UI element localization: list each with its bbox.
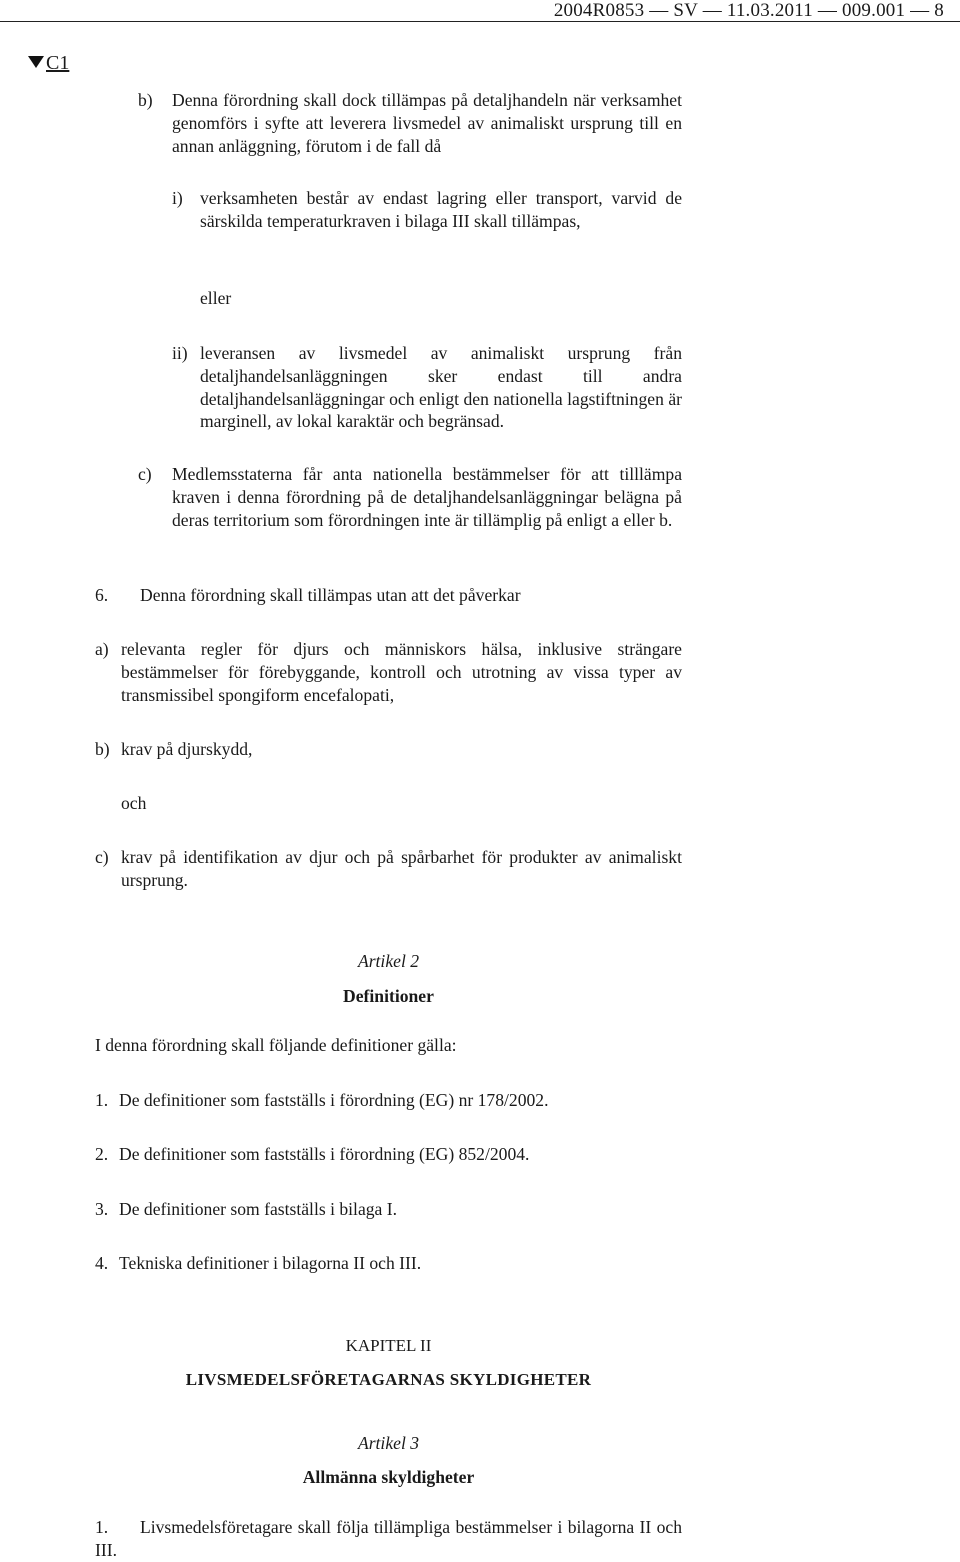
paragraph-6-b-text: krav på djurskydd, — [121, 739, 253, 759]
article-2-heading: Artikel 2 — [357, 951, 420, 971]
point-b-ii-text: leveransen av livsmedel av animaliskt ursprung från detaljhandelsanläggningen sker endast till andra detaljhandelsanläggningar och enligt den nationella lagstiftningen är marginell, av lokal karaktär och begränsad. — [200, 343, 682, 432]
article-3-paragraph-1-text: Livsmedelsföretagare skall följa tillämpliga bestämmelser i bilagorna II och III. — [95, 1517, 682, 1560]
paragraph-6-a — [95, 638, 682, 706]
paragraph-6-a-text: relevanta regler för djurs och människors hälsa, inklusive strängare bestämmelser för förebyggande, kontroll och utrotning av vissa typer av transmissibel spongiform encefalopati, — [121, 639, 682, 705]
paragraph-6-c-text: krav på identifikation av djur och på spårbarhet för produkter av animaliskt ursprung. — [121, 847, 682, 890]
header-rule — [0, 21, 960, 22]
connector-och: och — [121, 793, 147, 813]
definition-item-text: De definitioner som fastställs i förordning (EG) 852/2004. — [119, 1144, 530, 1164]
article-3-title: Allmänna skyldigheter — [302, 1467, 475, 1487]
paragraph-6-b — [95, 738, 682, 761]
point-b-i-label: i) — [172, 188, 183, 208]
point-b — [138, 89, 682, 157]
paragraph-6-a-label: a) — [95, 639, 109, 659]
article-2-title: Definitioner — [343, 986, 434, 1006]
definition-item-label: 4. — [95, 1253, 109, 1273]
point-b-label: b) — [138, 90, 153, 110]
point-b-i — [172, 187, 682, 233]
chapter-title: LIVSMEDELSFÖRETAGARNAS SKYLDIGHETER — [185, 1370, 592, 1389]
article-3-paragraph-1 — [95, 1516, 682, 1562]
point-c-label: c) — [138, 464, 152, 484]
point-b-ii-label: ii) — [172, 343, 188, 363]
article-2-intro: I denna förordning skall följande definitioner gälla: — [95, 1035, 457, 1055]
amendment-marker — [28, 50, 69, 76]
article-3-paragraph-1-label: 1. — [95, 1517, 109, 1537]
definition-item — [95, 1143, 685, 1166]
definition-item — [95, 1198, 685, 1221]
paragraph-6-label: 6. — [95, 585, 109, 605]
definition-item-text: Tekniska definitioner i bilagorna II och III. — [119, 1253, 422, 1273]
definition-item — [95, 1252, 685, 1275]
definition-item-text: De definitioner som fastställs i förordning (EG) nr 178/2002. — [119, 1090, 549, 1110]
definition-item — [95, 1089, 685, 1112]
document-reference-header: 2004R0853 — SV — 11.03.2011 — 009.001 — 8 — [553, 0, 944, 21]
paragraph-6 — [95, 584, 685, 607]
amendment-marker-label: C1 — [46, 52, 70, 74]
point-c — [138, 463, 682, 531]
connector-eller: eller — [200, 288, 232, 308]
point-c-text: Medlemsstaterna får anta nationella bestämmelser för att tilllämpa kraven i denna förordning på de detaljhandelsanläggningar belägna på deras territorium som förordningen inte är tillämplig på enligt a eller b. — [172, 464, 682, 530]
definition-item-text: De definitioner som fastställs i bilaga I. — [119, 1199, 398, 1219]
definition-item-label: 3. — [95, 1199, 109, 1219]
article-3-heading: Artikel 3 — [357, 1433, 420, 1453]
paragraph-6-c — [95, 846, 682, 892]
point-b-text: Denna förordning skall dock tillämpas på detaljhandeln när verksamhet genomförs i syfte att leverera livsmedel av animaliskt ursprung till en annan anläggning, förutom i de fall då — [172, 90, 682, 156]
triangle-down-icon — [28, 56, 44, 68]
point-b-ii — [172, 342, 682, 433]
definition-item-label: 1. — [95, 1090, 109, 1110]
definition-item-label: 2. — [95, 1144, 109, 1164]
chapter-heading: KAPITEL II — [345, 1336, 432, 1355]
paragraph-6-text: Denna förordning skall tillämpas utan att det påverkar — [140, 585, 521, 605]
paragraph-6-c-label: c) — [95, 847, 109, 867]
point-b-i-text: verksamheten består av endast lagring eller transport, varvid de särskilda temperaturkraven i bilaga III skall tillämpas, — [200, 188, 682, 231]
paragraph-6-b-label: b) — [95, 739, 110, 759]
